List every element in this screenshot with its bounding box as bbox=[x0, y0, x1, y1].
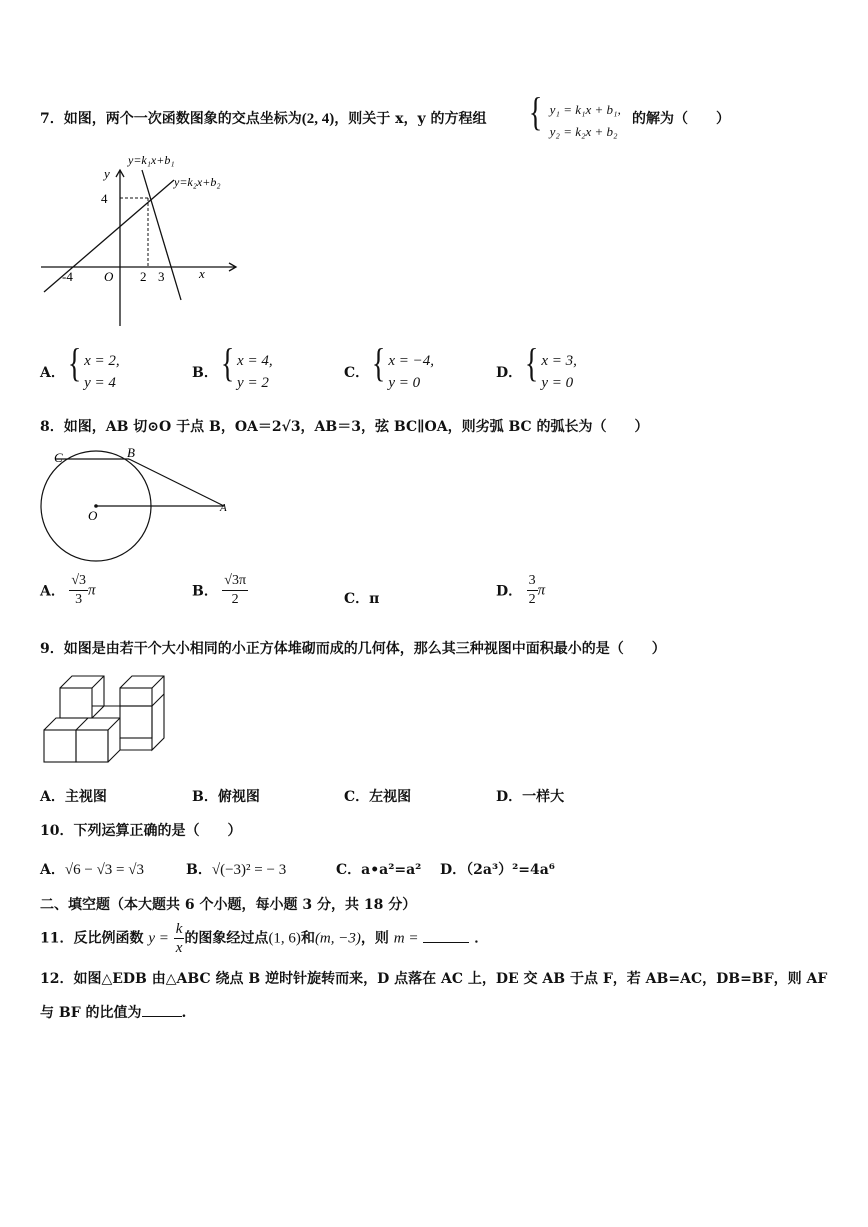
q11-answer-blank[interactable] bbox=[423, 930, 469, 943]
x-axis-label: x bbox=[199, 266, 205, 281]
q7-option-b[interactable]: B．{ x = 4, y = 2 bbox=[192, 340, 273, 391]
q7-stem: 7．如图，两个一次函数图象的交点坐标为(2, 4)，则关于 x，y 的方程组 bbox=[40, 111, 487, 127]
q7-stem-end: 的解为（ ） bbox=[632, 111, 730, 127]
q7-option-d[interactable]: D．{ x = 3, y = 0 bbox=[496, 340, 577, 391]
q10-stem: 10．下列运算正确的是（ ） bbox=[40, 823, 242, 839]
q10-option-b[interactable]: B．√(−3)² = − 3 bbox=[186, 862, 287, 878]
q12-answer-blank[interactable] bbox=[142, 1004, 182, 1017]
tick-y-4: 4 bbox=[101, 191, 108, 206]
point-c-label: C bbox=[54, 450, 63, 465]
q12-line1: 12．如图△EDB 由△ABC 绕点 B 逆时针旋转而来，D 点落在 AC 上，DE 交 AB 于点 F，若 AB=AC，DB=BF，则 AF bbox=[40, 971, 828, 987]
point-b-label: B bbox=[127, 445, 135, 460]
line2-label: y=k₂x+b₂ bbox=[174, 175, 221, 189]
q9-cubes-figure bbox=[40, 672, 170, 767]
point-a-label: A bbox=[220, 502, 227, 514]
q7-graph bbox=[36, 150, 246, 330]
point-o-label: O bbox=[88, 508, 98, 523]
q10-option-c[interactable]: C．a•a²=a² bbox=[336, 862, 422, 878]
q9-option-c[interactable]: C．左视图 bbox=[344, 789, 412, 805]
line1-label: y=k₁x+b₁ bbox=[128, 153, 175, 167]
q8-option-a[interactable]: A． $\frac{√3}{3}$ π bbox=[40, 573, 96, 607]
origin-label: O bbox=[104, 269, 114, 284]
q7-option-c[interactable]: C．{ x = −4, y = 0 bbox=[344, 340, 435, 391]
q8-option-d[interactable]: D． $\frac{3}{2}$ π bbox=[496, 573, 546, 607]
q8-option-b[interactable]: B． $\frac{√3\pi}{2}$ bbox=[192, 573, 247, 607]
q8-option-c[interactable]: C．π bbox=[344, 591, 380, 607]
q7-equation-system: { y₁ = k₁x + b₁, y₂ = k₂x + b₂ bbox=[528, 89, 621, 139]
tick-x-2: 2 bbox=[140, 269, 147, 284]
q12-line2: 与 BF 的比值为 . bbox=[40, 1005, 187, 1021]
q7-option-a[interactable]: A．{ x = 2, y = 4 bbox=[40, 340, 120, 391]
tick-x-neg4: -4 bbox=[62, 269, 73, 284]
q11-stem: 11．反比例函数 y = $\frac{k}{x}$ 的图象经过点(1, 6)和(m, −3)，则 m = ． bbox=[40, 921, 489, 956]
y-axis-label: y bbox=[104, 166, 110, 181]
q9-option-d[interactable]: D．一样大 bbox=[496, 789, 565, 805]
q10-option-a[interactable]: A．√6 − √3 = √3 bbox=[40, 862, 144, 878]
q9-stem: 9．如图是由若干个大小相同的小正方体堆砌而成的几何体，那么其三种视图中面积最小的是（ ） bbox=[40, 641, 666, 657]
section-heading: 二、填空题（本大题共 6 个小题，每小题 3 分，共 18 分） bbox=[40, 897, 417, 913]
q8-circle-figure bbox=[36, 444, 236, 564]
q9-option-b[interactable]: B．俯视图 bbox=[192, 789, 260, 805]
q9-option-a[interactable]: A．主视图 bbox=[40, 789, 107, 805]
q10-option-d[interactable]: D．（2a³）²=4a⁶ bbox=[440, 862, 555, 878]
tick-x-3: 3 bbox=[158, 269, 165, 284]
brace-icon: { bbox=[528, 89, 543, 134]
q8-stem: 8．如图，AB 切⊙O 于点 B，OA＝2√3，AB＝3，弦 BC∥OA，则劣弧 BC 的弧长为（ ） bbox=[40, 419, 649, 435]
